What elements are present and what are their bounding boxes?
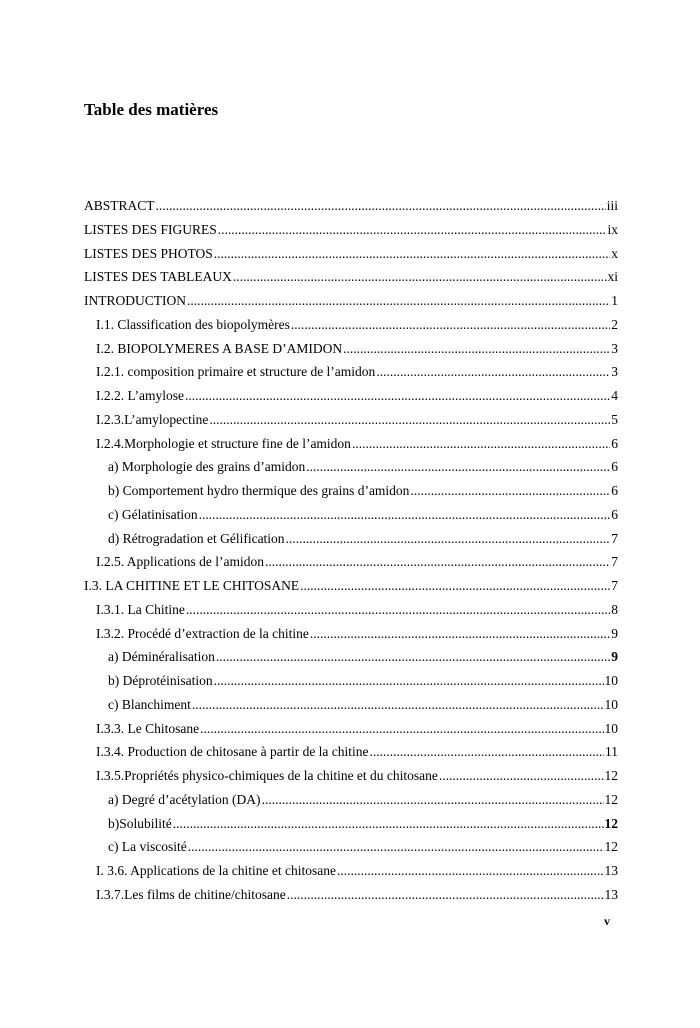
- toc-entry-label: ABSTRACT: [84, 198, 155, 213]
- toc-entry[interactable]: [84, 436, 618, 460]
- dot-leader: [216, 649, 610, 665]
- toc-entry-label: I.3. LA CHITINE ET LE CHITOSANE: [84, 578, 300, 593]
- toc-entry[interactable]: [84, 792, 618, 816]
- dot-leader: [310, 626, 610, 642]
- toc-entry-page: 10: [604, 720, 618, 736]
- toc-entry-page: 11: [605, 744, 618, 760]
- toc-entry-label: LISTES DES PHOTOS: [84, 245, 213, 261]
- dot-leader: [287, 887, 604, 903]
- dot-leader: [214, 246, 610, 262]
- toc-entry-label: INTRODUCTION: [84, 293, 186, 308]
- toc-entry-page: 12: [604, 768, 618, 783]
- toc-entry-label: I.2.1. composition primaire et structure de l’amidon: [96, 364, 376, 380]
- dot-leader: [233, 269, 603, 285]
- toc-entry-label: d) Rétrogradation et Gélification: [108, 530, 285, 546]
- toc-entry-label: LISTES DES FIGURES: [84, 221, 217, 237]
- toc-entry-label: I.2.2. L’amylose: [96, 388, 184, 403]
- toc-entry-label: I.3.2. Procédé d’extraction de la chitine: [96, 625, 309, 641]
- dot-leader: [343, 341, 610, 357]
- toc-entry-page: 1: [611, 293, 618, 308]
- toc-entry-page: 7: [611, 530, 618, 546]
- dot-leader: [370, 744, 604, 760]
- toc-entry[interactable]: [84, 602, 618, 626]
- toc-entry-page: x: [611, 245, 618, 261]
- toc-entry-label: LISTES DES TABLEAUX: [84, 269, 232, 285]
- dot-leader: [156, 198, 606, 214]
- toc-entry-page: 9: [611, 649, 618, 665]
- toc-entry[interactable]: [84, 768, 618, 792]
- toc-entry-page: 10: [604, 696, 618, 712]
- dot-leader: [262, 792, 604, 808]
- toc-entry-label: I.3.5.Propriétés physico-chimiques de la chitine et du chitosane: [96, 768, 438, 783]
- toc-entry-page: 10: [604, 673, 618, 688]
- dot-leader: [192, 697, 604, 713]
- toc-entry-label: a) Morphologie des grains d’amidon: [108, 459, 306, 475]
- dot-leader: [410, 483, 610, 499]
- toc-entry-page: 2: [611, 316, 618, 332]
- dot-leader: [214, 673, 604, 689]
- toc-entry-page: 7: [611, 578, 618, 593]
- toc-entry-label: I.3.3. Le Chitosane: [96, 720, 200, 736]
- toc-entry[interactable]: [84, 459, 618, 483]
- toc-entry[interactable]: [84, 388, 618, 412]
- dot-leader: [200, 721, 603, 737]
- toc-entry-label: a) Degré d’acétylation (DA): [108, 791, 261, 807]
- toc-entry[interactable]: [84, 507, 618, 531]
- toc-entry[interactable]: [84, 531, 618, 555]
- toc-entry[interactable]: [84, 246, 618, 270]
- dot-leader: [186, 602, 610, 618]
- toc-entry-label: I.3.1. La Chitine: [96, 601, 185, 617]
- toc-entry[interactable]: [84, 697, 618, 721]
- toc-entry-page: 4: [611, 388, 618, 403]
- dot-leader: [218, 222, 607, 238]
- dot-leader: [337, 863, 604, 879]
- toc-entry-label: b)Solubilité: [108, 815, 172, 831]
- toc-entry-label: c) Blanchiment: [108, 696, 191, 712]
- toc-entry-page: 13: [604, 863, 618, 878]
- toc-entry-label: I.2.3.L’amylopectine: [96, 411, 209, 427]
- toc-entry-label: I.2.5. Applications de l’amidon: [96, 554, 264, 570]
- toc-entry-label: c) La viscosité: [108, 839, 187, 855]
- toc-entry-page: 12: [604, 791, 618, 807]
- toc-entry-page: 8: [611, 601, 618, 617]
- toc-entry[interactable]: [84, 578, 618, 602]
- toc-entry[interactable]: [84, 198, 618, 222]
- toc-entry-page: 7: [611, 554, 618, 570]
- toc-entry[interactable]: [84, 744, 618, 768]
- toc-entry[interactable]: [84, 839, 618, 863]
- dot-leader: [291, 317, 610, 333]
- toc-entry-label: I. 3.6. Applications de la chitine et chitosane: [96, 863, 336, 878]
- toc-entry[interactable]: [84, 364, 618, 388]
- toc-entry-page: 13: [604, 886, 618, 902]
- toc-entry[interactable]: [84, 293, 618, 317]
- toc-entry-page: 3: [611, 364, 618, 380]
- toc-entry[interactable]: [84, 412, 618, 436]
- dot-leader: [306, 459, 610, 475]
- dot-leader: [185, 388, 610, 404]
- toc-entry-label: I.3.4. Production de chitosane à partir de la chitine: [96, 744, 369, 760]
- toc-entry-label: I.2.4.Morphologie et structure fine de l’amidon: [96, 435, 351, 451]
- toc-entry-page: iii: [606, 198, 618, 213]
- toc-entry-page: .xi: [604, 269, 618, 285]
- page-number: v: [604, 914, 610, 928]
- toc-entry[interactable]: [84, 673, 618, 697]
- toc-entry-page: 12: [604, 815, 618, 831]
- toc-entry-page: 3: [611, 340, 618, 356]
- toc-entry[interactable]: [84, 816, 618, 840]
- dot-leader: [199, 507, 611, 523]
- toc-entry[interactable]: [84, 269, 618, 293]
- toc-entry[interactable]: [84, 341, 618, 365]
- toc-entry[interactable]: [84, 554, 618, 578]
- dot-leader: [352, 436, 610, 452]
- table-of-contents: [84, 198, 618, 911]
- dot-leader: [439, 768, 604, 784]
- toc-entry-label: I.1. Classification des biopolymères: [96, 316, 290, 332]
- toc-entry[interactable]: [84, 317, 618, 341]
- toc-entry[interactable]: [84, 721, 618, 745]
- toc-entry-page: 6: [611, 483, 618, 498]
- document-title: Table des matières: [84, 100, 219, 119]
- toc-entry-label: a) Déminéralisation: [108, 649, 215, 665]
- toc-entry-page: 12: [604, 839, 618, 855]
- toc-entry-page: 6: [611, 506, 618, 522]
- toc-entry-label: c) Gélatinisation: [108, 506, 198, 522]
- toc-entry-label: I.2. BIOPOLYMERES A BASE D’AMIDON: [96, 340, 343, 356]
- toc-entry-label: I.3.7.Les films de chitine/chitosane: [96, 886, 286, 902]
- toc-entry-page: ix: [607, 221, 618, 237]
- dot-leader: [265, 554, 610, 570]
- toc-entry-page: 6: [611, 459, 618, 475]
- toc-entry[interactable]: [84, 649, 618, 673]
- dot-leader: [286, 531, 611, 547]
- dot-leader: [209, 412, 610, 428]
- dot-leader: [376, 364, 610, 380]
- toc-entry-page: 6: [611, 435, 618, 451]
- dot-leader: [188, 839, 604, 855]
- toc-entry[interactable]: [84, 222, 618, 246]
- toc-entry[interactable]: [84, 483, 618, 507]
- toc-entry[interactable]: [84, 863, 618, 887]
- dot-leader: [173, 816, 604, 832]
- toc-entry-label: b) Déprotéinisation: [108, 673, 213, 688]
- toc-entry-label: b) Comportement hydro thermique des grains d’amidon: [108, 483, 410, 498]
- toc-entry[interactable]: [84, 887, 618, 911]
- dot-leader: [300, 578, 610, 594]
- dot-leader: [187, 293, 610, 309]
- toc-entry[interactable]: [84, 626, 618, 650]
- toc-entry-page: 5: [611, 411, 618, 427]
- toc-entry-page: 9: [611, 625, 618, 641]
